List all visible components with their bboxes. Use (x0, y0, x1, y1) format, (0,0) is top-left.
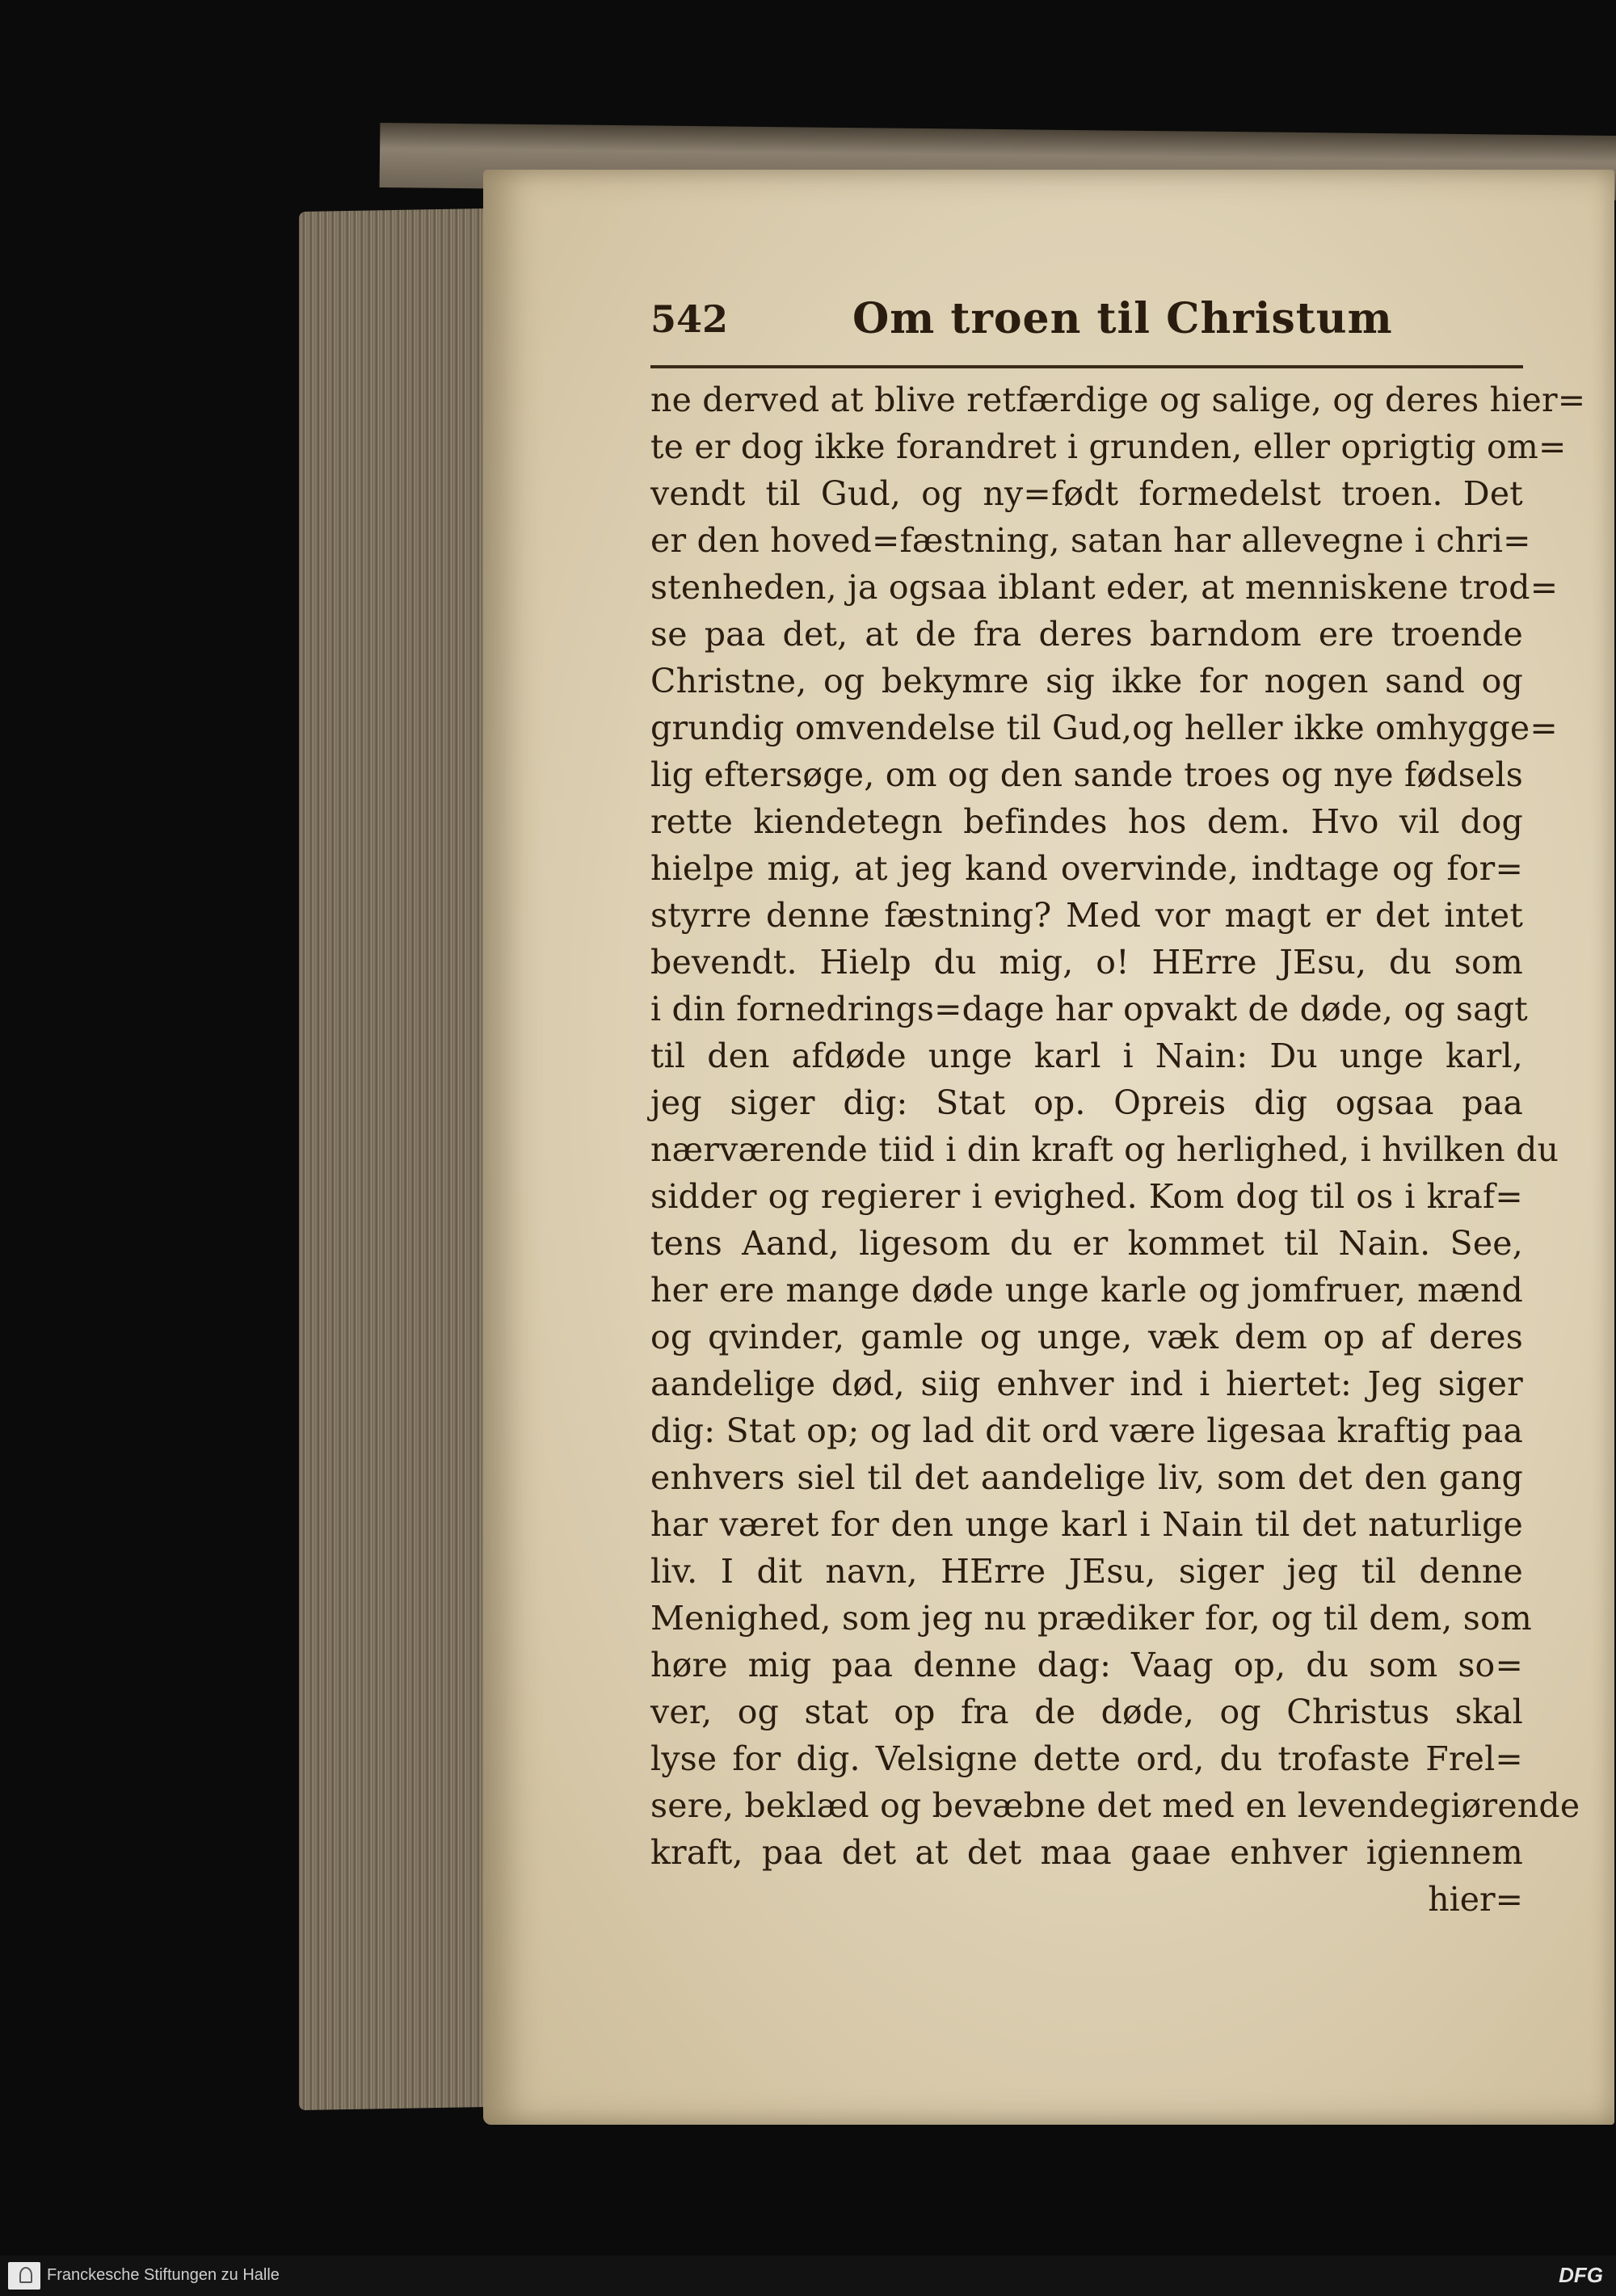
text-line: og qvinder, gamle og unge, væk dem op af deres (650, 1318, 1523, 1356)
text-line: her ere mange døde unge karle og jomfruer, mænd (650, 1271, 1523, 1310)
text-line: enhvers siel til det aandelige liv, som det den gang (650, 1458, 1523, 1497)
page-content (650, 291, 1586, 1923)
text-line: i din fornedrings=dage har opvakt de døde, og sagt (650, 990, 1528, 1028)
text-line: vendt til Gud, og ny=født formedelst troen. Det (650, 474, 1523, 513)
text-body (650, 376, 1586, 1876)
text-line: ne derved at blive retfærdige og salige, og deres hier= (650, 381, 1586, 419)
text-line: har været for den unge karl i Nain til det naturlige (650, 1505, 1523, 1544)
text-line: bevendt. Hielp du mig, o! HErre JEsu, du som (650, 943, 1523, 982)
text-line: grundig omvendelse til Gud,og heller ikke omhygge= (650, 709, 1558, 747)
text-line: høre mig paa denne dag: Vaag op, du som so= (650, 1646, 1523, 1684)
running-head: Om troen til Christum (852, 294, 1393, 343)
text-line: styrre denne fæstning? Med vor magt er det intet (650, 896, 1523, 935)
text-line: stenheden, ja ogsaa iblant eder, at menniskene trod= (650, 568, 1559, 607)
text-line: nærværende tiid i din kraft og herlighed, i hvilken du (650, 1130, 1559, 1169)
text-line: Christne, og bekymre sig ikke for nogen sand og (650, 662, 1523, 700)
page-number: 542 (650, 297, 729, 341)
text-line: kraft, paa det at det maa gaae enhver igiennem (650, 1833, 1523, 1872)
dfg-logo: DFG (1559, 2263, 1603, 2287)
text-line: ver, og stat op fra de døde, og Christus skal (650, 1693, 1523, 1731)
text-line: tens Aand, ligesom du er kommet til Nain. See, (650, 1224, 1523, 1263)
text-line: rette kiendetegn befindes hos dem. Hvo vil dog (650, 802, 1523, 841)
institution-logo-icon (8, 2262, 40, 2290)
text-line: sidder og regierer i evighed. Kom dog til os i kraf= (650, 1177, 1523, 1216)
text-line: dig: Stat op; og lad dit ord være ligesaa kraftig paa (650, 1411, 1523, 1450)
text-line: sere, beklæd og bevæbne det med en levendegiørende (650, 1786, 1580, 1825)
text-line: jeg siger dig: Stat op. Opreis dig ogsaa paa (650, 1083, 1523, 1122)
text-line: aandelige død, siig enhver ind i hiertet: Jeg siger (650, 1365, 1523, 1403)
text-line: hielpe mig, at jeg kand overvinde, indtage og for= (650, 849, 1523, 888)
page-header (650, 291, 1523, 368)
catchword: hier= (1428, 1880, 1523, 1919)
text-line: Menighed, som jeg nu prædiker for, og til dem, som (650, 1599, 1532, 1638)
institution-name: Franckesche Stiftungen zu Halle (47, 2266, 280, 2284)
text-line: lig eftersøge, om og den sande troes og nye fødsels (650, 755, 1523, 794)
text-line: se paa det, at de fra deres barndom ere troende (650, 615, 1523, 654)
viewer-footer (0, 2256, 1616, 2296)
text-line: te er dog ikke forandret i grunden, eller oprigtig om= (650, 427, 1567, 466)
text-line: lyse for dig. Velsigne dette ord, du trofaste Frel= (650, 1739, 1523, 1778)
text-line: til den afdøde unge karl i Nain: Du unge karl, (650, 1037, 1523, 1075)
text-line: er den hoved=fæstning, satan har allevegne i chri= (650, 521, 1531, 560)
text-line: liv. I dit navn, HErre JEsu, siger jeg til denne (650, 1552, 1523, 1591)
page-block-edge (299, 208, 493, 2110)
